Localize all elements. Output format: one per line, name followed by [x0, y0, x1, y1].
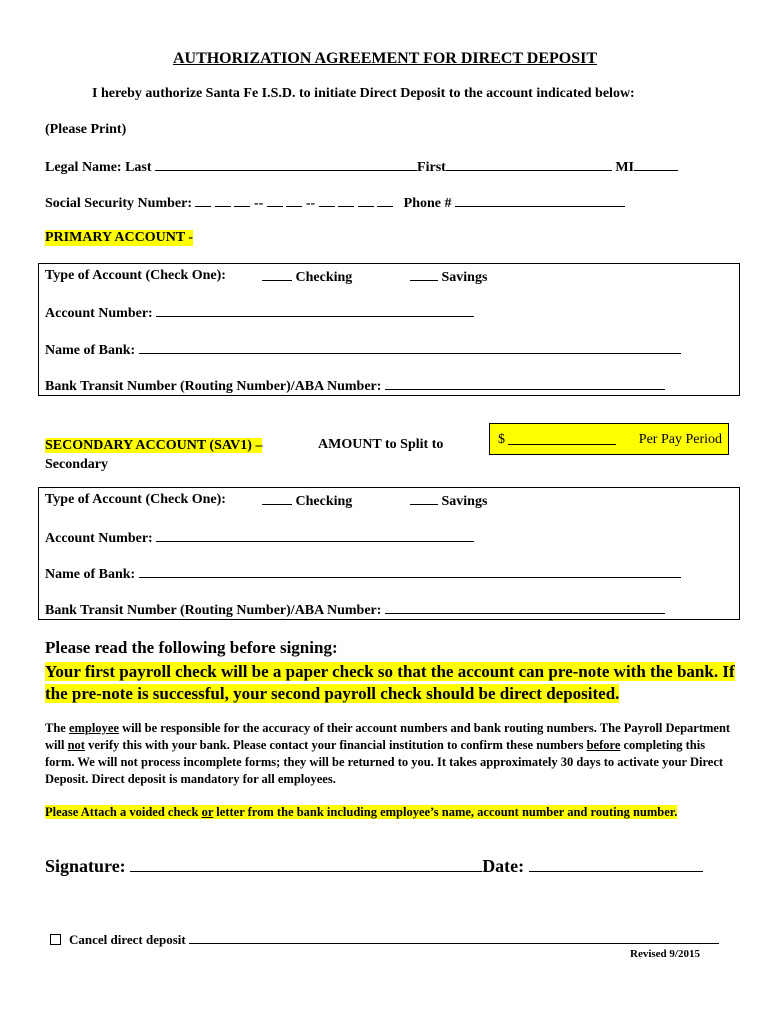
paragraph-emphasis: not: [67, 738, 85, 752]
paragraph-emphasis: before: [586, 738, 621, 752]
legal-name-row: [45, 158, 678, 176]
first-name-field[interactable]: [446, 158, 612, 171]
amount-split-label: AMOUNT to Split to: [318, 437, 444, 452]
cancel-direct-deposit-row: [50, 931, 719, 948]
cancel-label: Cancel direct deposit: [69, 932, 186, 947]
secondary-checking-blank[interactable]: [262, 492, 292, 505]
ssn-digit-field[interactable]: [338, 194, 354, 207]
primary-routing-label: Bank Transit Number (Routing Number)/ABA Number:: [45, 379, 382, 394]
paragraph-part: completing this form. We will not process incomplete forms; they will be returned to you. It takes approximately 30 days to activate your Direct Deposit. Direct deposit is mandatory for all employees.: [45, 738, 724, 786]
ssn-digit-field[interactable]: [377, 194, 393, 207]
paragraph-emphasis: employee: [68, 721, 119, 735]
secondary-bank-name-label: Name of Bank:: [45, 567, 136, 582]
date-field[interactable]: [529, 855, 703, 872]
ssn-digit-field[interactable]: [358, 194, 374, 207]
ssn-row: [45, 194, 625, 212]
ssn-digit-field[interactable]: [267, 194, 283, 207]
secondary-account-number-label: Account Number:: [45, 531, 153, 546]
primary-type-label: Type of Account (Check One):: [45, 268, 226, 283]
responsibility-paragraph: [45, 720, 735, 788]
secondary-checking-option[interactable]: [262, 492, 352, 510]
ssn-digit-field[interactable]: [195, 194, 211, 207]
phone-field[interactable]: [455, 194, 625, 207]
primary-account-number-label: Account Number:: [45, 306, 153, 321]
paragraph-part: The: [45, 721, 69, 735]
secondary-bank-name-row: [45, 565, 681, 583]
primary-routing-field[interactable]: [385, 377, 665, 390]
primary-bank-name-field[interactable]: [139, 341, 681, 354]
primary-bank-name-label: Name of Bank:: [45, 343, 136, 358]
signature-label: Signature:: [45, 856, 126, 876]
page-title: AUTHORIZATION AGREEMENT FOR DIRECT DEPOSIT: [172, 50, 598, 67]
revision-note: Revised 9/2015: [630, 948, 700, 960]
attach-part: Please Attach a voided check: [45, 805, 202, 819]
ssn-digit-field[interactable]: [215, 194, 231, 207]
secondary-routing-row: [45, 601, 665, 619]
secondary-heading-line2: Secondary: [45, 457, 108, 472]
please-print-note: (Please Print): [45, 122, 127, 137]
secondary-savings-option[interactable]: [410, 492, 487, 510]
secondary-account-heading: [45, 436, 262, 474]
primary-routing-row: [45, 377, 665, 395]
ssn-label: Social Security Number:: [45, 196, 192, 211]
last-name-label: Legal Name: Last: [45, 160, 152, 175]
primary-checking-blank[interactable]: [262, 268, 292, 281]
ssn-digit-field[interactable]: [286, 194, 302, 207]
cancel-reason-field[interactable]: [189, 931, 719, 944]
payroll-notice-text: Your first payroll check will be a paper check so that the account can pre-note with the bank. If the pre-note is successful, your second payroll check should be direct deposited.: [45, 662, 735, 703]
amount-split-field[interactable]: [489, 423, 729, 455]
ssn-separator: --: [305, 196, 316, 211]
secondary-checking-label: Checking: [295, 494, 353, 509]
ssn-digit-field[interactable]: [319, 194, 335, 207]
secondary-account-number-field[interactable]: [156, 529, 474, 542]
intro-text: I hereby authorize Santa Fe I.S.D. to initiate Direct Deposit to the account indicated below:: [92, 86, 635, 101]
primary-account-number-field[interactable]: [156, 304, 474, 317]
secondary-heading-line1: SECONDARY ACCOUNT (SAV1) –: [45, 438, 263, 453]
phone-label: Phone #: [403, 196, 452, 211]
cancel-checkbox[interactable]: [50, 934, 61, 945]
ssn-separator: --: [253, 196, 264, 211]
primary-savings-option[interactable]: [410, 268, 487, 286]
paragraph-part: will be responsible for the accuracy of their account numbers and bank routing numbers. The Payroll Department will: [45, 721, 731, 752]
primary-bank-name-row: [45, 341, 681, 359]
primary-savings-blank[interactable]: [410, 268, 438, 281]
mi-field[interactable]: [634, 158, 678, 171]
primary-account-heading: PRIMARY ACCOUNT -: [45, 230, 194, 245]
secondary-savings-blank[interactable]: [410, 492, 438, 505]
primary-checking-label: Checking: [295, 270, 353, 285]
ssn-digit-field[interactable]: [234, 194, 250, 207]
secondary-type-label: Type of Account (Check One):: [45, 492, 226, 507]
secondary-bank-name-field[interactable]: [139, 565, 681, 578]
secondary-account-number-row: [45, 529, 474, 547]
date-label: Date:: [482, 856, 525, 876]
last-name-field[interactable]: [155, 158, 417, 171]
paragraph-part: verify this with your bank. Please contact your financial institution to confirm these numbers: [84, 738, 587, 752]
first-name-label: First: [417, 160, 446, 175]
secondary-savings-label: Savings: [441, 494, 488, 509]
read-before-signing-heading: Please read the following before signing:: [45, 638, 338, 657]
payroll-notice: [45, 661, 745, 705]
dollar-sign: $: [498, 432, 505, 447]
signature-field[interactable]: [130, 855, 482, 872]
signature-row: [45, 855, 703, 877]
per-pay-period-label: Per Pay Period: [638, 432, 722, 447]
secondary-routing-field[interactable]: [385, 601, 665, 614]
attach-emphasis: or: [201, 805, 214, 819]
secondary-routing-label: Bank Transit Number (Routing Number)/ABA Number:: [45, 603, 382, 618]
primary-savings-label: Savings: [441, 270, 488, 285]
primary-account-number-row: [45, 304, 474, 322]
primary-checking-option[interactable]: [262, 268, 352, 286]
mi-label: MI: [615, 160, 634, 175]
amount-blank[interactable]: [508, 444, 616, 445]
attach-part: letter from the bank including employee’s name, account number and routing number.: [213, 805, 678, 819]
attach-voided-check-note: [45, 804, 745, 821]
